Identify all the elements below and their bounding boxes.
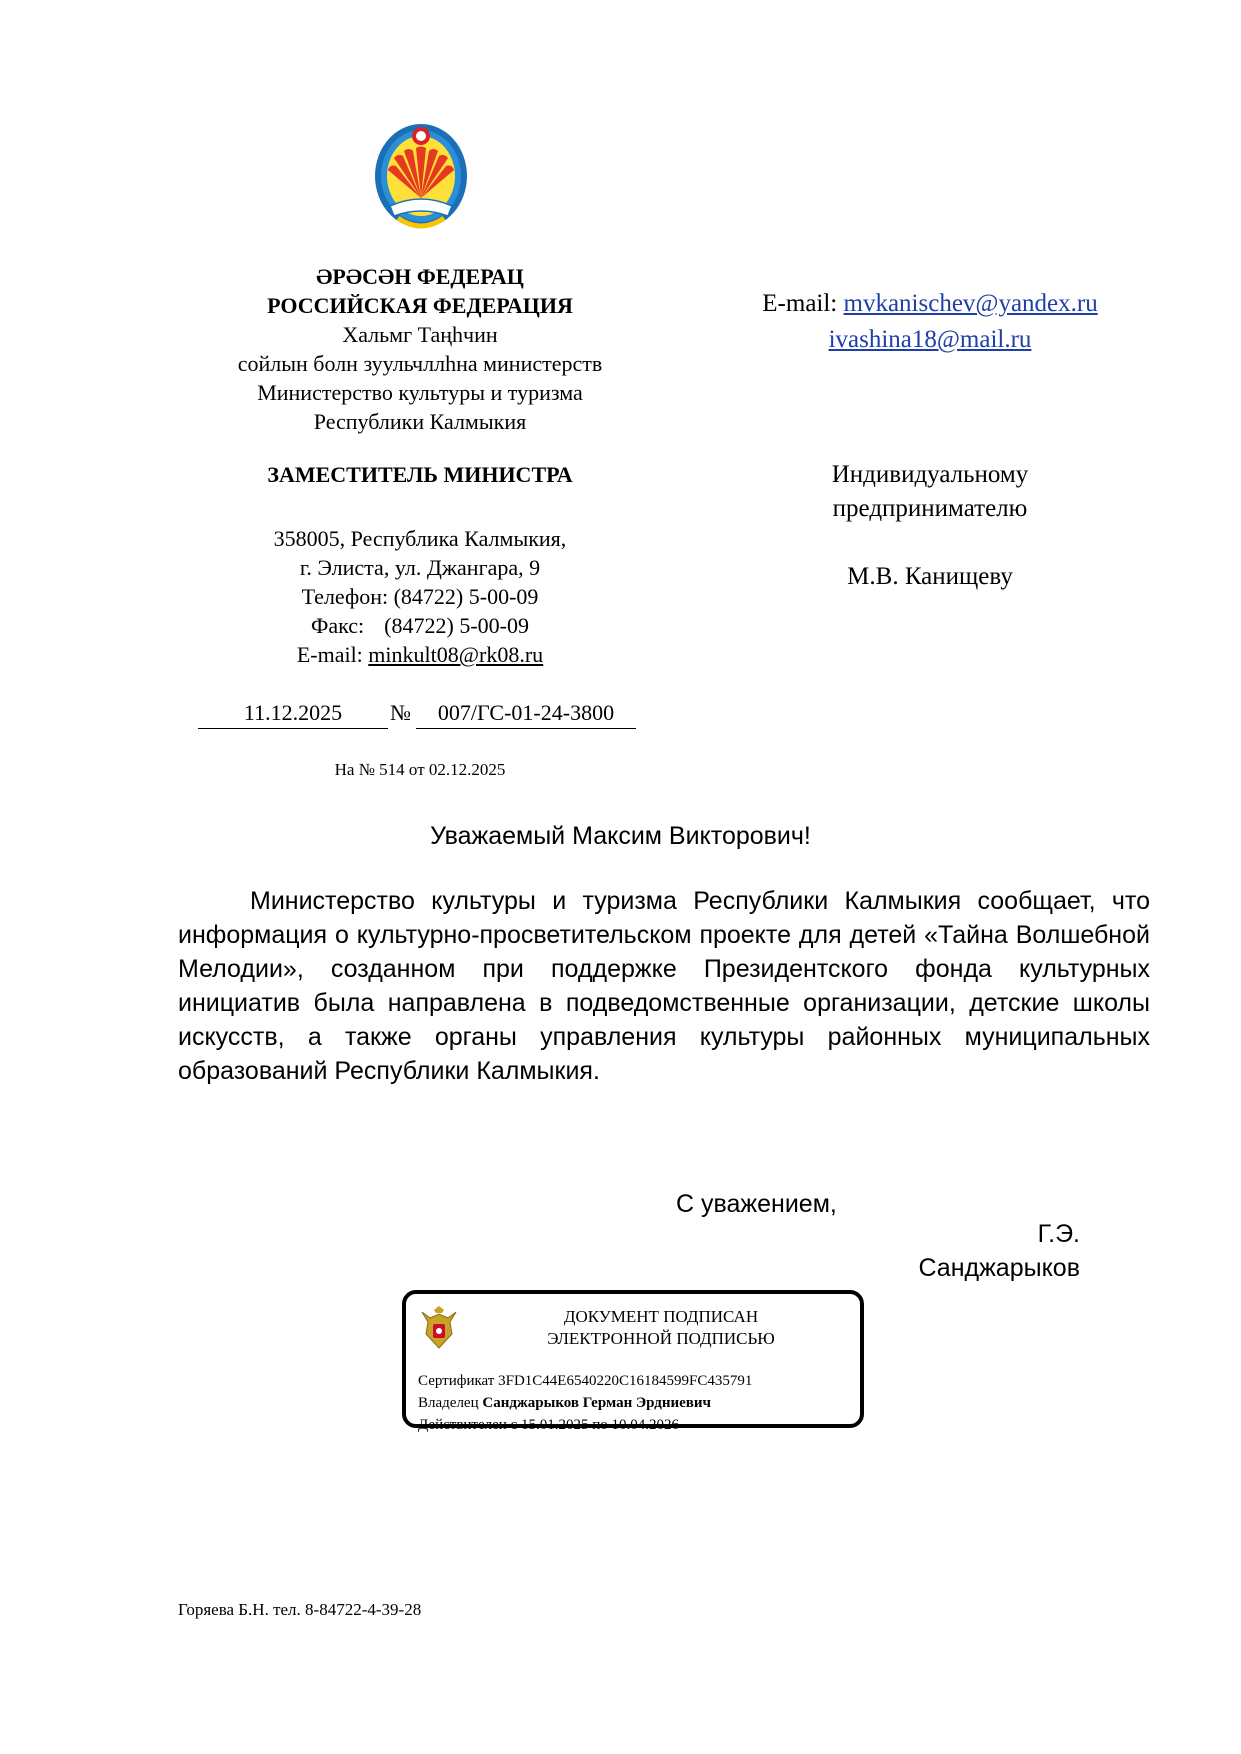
addressee-name: М.В. Канищеву xyxy=(847,563,1013,590)
stamp-title xyxy=(466,1306,856,1350)
number-sign: № xyxy=(390,700,411,725)
ministry-name-kalmyk-1: Хальмг Таңһчин xyxy=(342,322,498,347)
kalmykia-emblem-icon xyxy=(368,118,474,238)
validity-label: Действителен с xyxy=(418,1417,518,1433)
russian-coat-of-arms-icon xyxy=(418,1306,460,1352)
phone-line: Телефон: (84722) 5-00-09 xyxy=(301,584,539,609)
addressee-emails xyxy=(710,286,1150,358)
validity-from: 15.01.2025 xyxy=(520,1417,589,1433)
addressee-email-link-2[interactable]: ivashina18@mail.ru xyxy=(828,326,1032,353)
addressee-email-link-1[interactable]: mvkanischev@yandex.ru xyxy=(843,290,1098,317)
registration-number: 007/ГС-01-24-3800 xyxy=(416,700,636,729)
certificate-label: Сертификат xyxy=(418,1373,495,1389)
registration-line xyxy=(198,700,638,730)
owner-label: Владелец xyxy=(418,1395,479,1411)
addressee-line-1: Индивидуальному xyxy=(831,461,1029,488)
letter-closing: С уважением, xyxy=(676,1190,837,1218)
addressee-line-2: предпринимателю xyxy=(832,495,1028,522)
validity-to-label: по xyxy=(592,1417,608,1433)
sender-email-link[interactable]: minkult08@rk08.ru xyxy=(368,642,544,667)
letter-body xyxy=(178,884,1150,1088)
addressee-block xyxy=(730,458,1130,594)
sender-email-label: E-mail: xyxy=(296,642,363,667)
registration-date: 11.12.2025 xyxy=(198,700,388,729)
certificate-value: 3FD1C44E6540220C16184599FC435791 xyxy=(498,1373,753,1389)
stamp-title-line-2: ЭЛЕКТРОННОЙ ПОДПИСЬЮ xyxy=(547,1329,775,1348)
electronic-signature-stamp xyxy=(402,1290,864,1433)
address-line-2: г. Элиста, ул. Джангара, 9 xyxy=(299,555,541,580)
fax-line xyxy=(311,611,529,640)
addressee-email-line-2 xyxy=(710,322,1150,358)
federation-name-kalmyk: ӘРӘСӘН ФЕДЕРАЦ xyxy=(316,264,524,289)
stamp-owner xyxy=(418,1392,752,1414)
addressee-email-label: E-mail: xyxy=(762,290,838,317)
validity-to: 10.04.2026 xyxy=(611,1417,679,1433)
stamp-validity xyxy=(418,1414,752,1436)
federation-name-russian: РОССИЙСКАЯ ФЕДЕРАЦИЯ xyxy=(267,293,573,318)
stamp-certificate xyxy=(418,1370,752,1392)
fax-label: Факс: xyxy=(311,613,365,638)
sender-position: ЗАМЕСТИТЕЛЬ МИНИСТРА xyxy=(267,462,573,487)
signer-surname: Санджарыков xyxy=(918,1254,1080,1282)
republic-name: Республики Калмыкия xyxy=(313,409,527,434)
fax-value: (84722) 5-00-09 xyxy=(384,613,529,638)
address-line-1: 358005, Республика Калмыкия, xyxy=(273,526,567,551)
executor-footer: Горяева Б.Н. тел. 8-84722-4-39-28 xyxy=(178,1600,422,1619)
signer-initials: Г.Э. xyxy=(1037,1220,1080,1248)
reply-reference: На № 514 от 02.12.2025 xyxy=(334,760,506,779)
letter-body-paragraph: Министерство культуры и туризма Республики Калмыкия сообщает, что информация о культурно-просветительском проекте для детей «Тайна Волшебной Мелодии», созданном при поддержке Президентского фонда культурных инициатив была направлена в подведомственные организации, детские школы искусств, а также органы управления культуры районных муниципальных образований Республики Калмыкия. xyxy=(178,887,1150,1085)
sender-header xyxy=(190,262,650,436)
stamp-title-line-1: ДОКУМЕНТ ПОДПИСАН xyxy=(563,1307,759,1326)
ministry-name-kalmyk-2: сойлын болн зуульчллһна министерств xyxy=(237,351,603,376)
letter-greeting: Уважаемый Максим Викторович! xyxy=(430,822,811,850)
addressee-email-line-1 xyxy=(710,286,1150,322)
sender-address xyxy=(190,524,650,669)
owner-value: Санджарыков Герман Эрдниевич xyxy=(482,1395,712,1411)
stamp-details xyxy=(418,1370,752,1436)
sender-email-line xyxy=(190,640,650,669)
ministry-name-russian: Министерство культуры и туризма xyxy=(257,380,583,405)
